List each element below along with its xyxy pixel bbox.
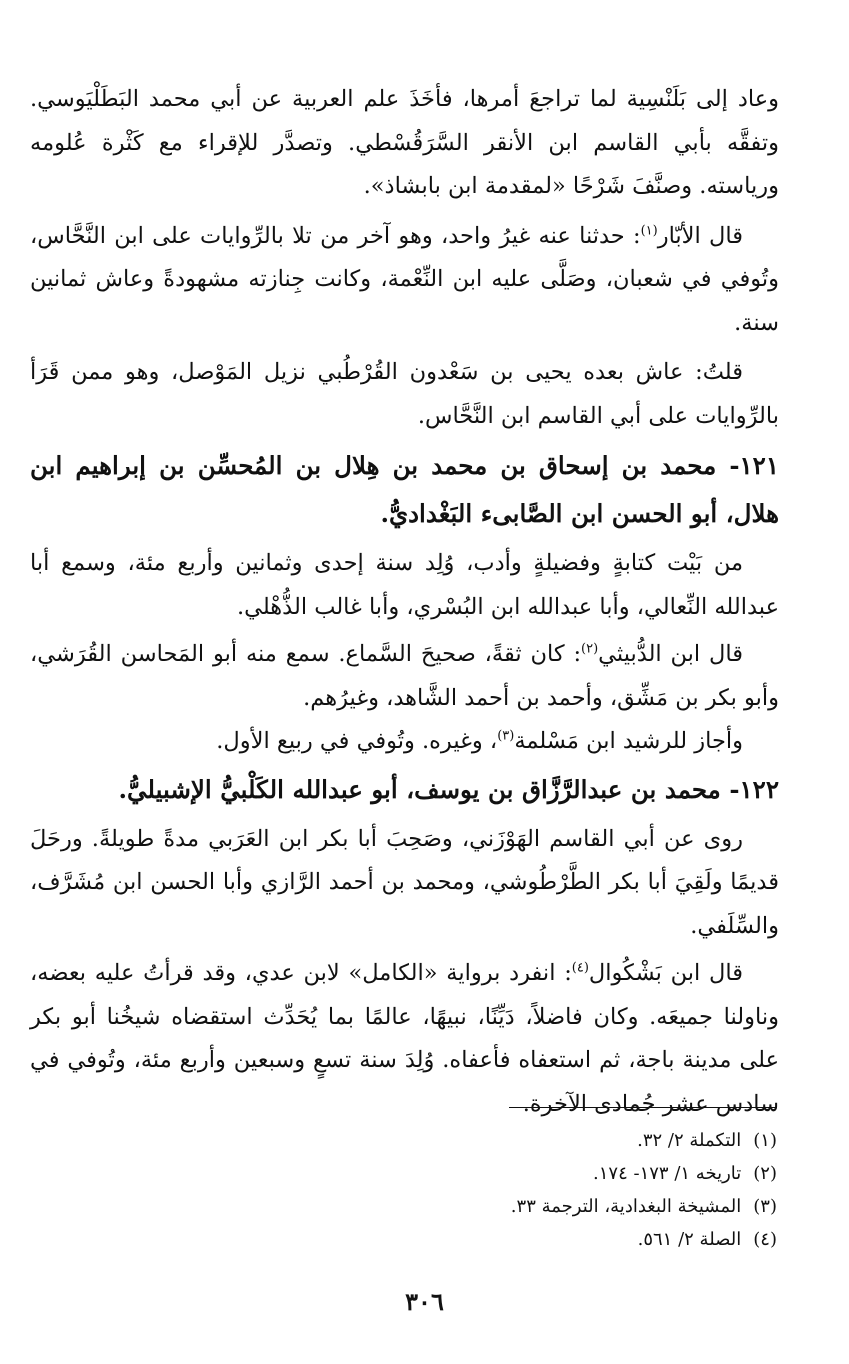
- page-body: [30, 78, 779, 1126]
- footnote-ref-4: (٤): [571, 960, 589, 976]
- footnote-text: تاريخه ١/ ١٧٣- ١٧٤.: [593, 1163, 742, 1184]
- paragraph-5: [30, 633, 779, 720]
- footnote-ref-3: (٣): [497, 728, 515, 744]
- page-number: ٣٠٦: [405, 1287, 444, 1316]
- paragraph-5-text: : كان ثقةً، صحيحَ السَّماع. سمع منه أبو المَحاسن القُرَشي، وأبو بكر بن مَشِّق، وأحمد بن أحمد الشَّاهد، وغيرُهم.: [30, 641, 779, 711]
- paragraph-8-lead: قال ابن بَشْكُوال: [588, 960, 743, 986]
- paragraph-4: من بَيْت كتابةٍ وفضيلةٍ وأدب، وُلِد سنة إحدى وثمانين وأربع مئة، وسمع أبا عبدالله النِّعالي، وأبا عبدالله ابن البُسْري، وأبا غالب الذُّهْلي.: [30, 550, 779, 620]
- footnotes: [120, 1124, 777, 1256]
- footnote-number: (٤): [753, 1229, 777, 1250]
- footnote-number: (٣): [753, 1196, 777, 1217]
- footnote-ref-2: (٢): [581, 641, 599, 657]
- paragraph-1: وعاد إلى بَلَنْسِية لما تراجعَ أمرها، فأخَذَ علم العربية عن أبي محمد البَطَلْيَوسي. وتفقَّه بأبي القاسم ابن الأنقر السَّرَقُسْطي. وتصدَّر للإقراء مع كَثْرة عُلومه ورياسته. وصنَّفَ شَرْحًا «لمقدمة ابن بابشاذ».: [30, 86, 779, 199]
- entry-122-heading: ١٢٢- محمد بن عبدالرَّزَّاق بن يوسف، أبو عبدالله الكَلْبيُّ الإشبيليُّ.: [118, 774, 779, 804]
- paragraph-8-text: : انفرد برواية «الكامل» لابن عدي، وقد قرأتُ عليه بعضه، وناولنا جميعَه. وكان فاضلاً، دَيِّنًا، نبيهًا، عالمًا بما يُحَدِّث استقضاه شيخُنا أبو بكر على مدينة باجة، ثم استعفاه فأعفاه. وُلِدَ سنة تسعٍ وسبعين وأربع مئة، وتُوفي في سادس عشر جُمادى الآخرة.: [30, 960, 779, 1117]
- paragraph-8: [30, 952, 779, 1126]
- footnote-item: [120, 1223, 777, 1256]
- footnote-number: (٢): [753, 1163, 777, 1184]
- paragraph-6-text: ، وغيره. وتُوفي في ربيع الأول.: [216, 728, 498, 754]
- footnote-item: [120, 1157, 777, 1190]
- paragraph-7: روى عن أبي القاسم الهَوْزَني، وصَحِبَ أبا بكر ابن العَرَبي مدةً طويلةً. ورحَلَ قديمًا ولَقِيَ أبا بكر الطَّرْطُوشي، ومحمد بن أحمد الرَّازي وأبا الحسن ابن مُشَرَّف، والسِّلَفي.: [30, 825, 779, 939]
- paragraph-3: قلتُ: عاش بعده يحيى بن سَعْدون القُرْطُبي نزيل المَوْصل، وهو ممن قَرَأ بالرِّوايات على أبي القاسم ابن النَّحَّاس.: [30, 359, 779, 429]
- paragraph-2-lead: قال الأبّار: [657, 222, 743, 249]
- footnote-number: (١): [753, 1130, 777, 1151]
- footnote-text: الصلة ٢/ ٥٦١.: [637, 1229, 742, 1250]
- entry-121-heading: ١٢١- محمد بن إسحاق بن محمد بن هِلال بن المُحسِّن بن إبراهيم ابن هلال، أبو الحسن ابن الصَّابىء البَغْداديُّ.: [30, 451, 779, 528]
- footnote-item: [120, 1124, 777, 1157]
- footnote-divider: [509, 1107, 777, 1108]
- paragraph-6-lead: وأجاز للرشيد ابن مَسْلمة: [514, 728, 743, 754]
- paragraph-2-text: : حدثنا عنه غيرُ واحد، وهو آخر من تلا بالرِّوايات على ابن النَّحَّاس، وتُوفي في شعبان، وصَلَّى عليه ابن النِّعْمة، وكانت جِنازته مشهودةً وعاش ثمانين سنة.: [30, 222, 779, 336]
- footnote-text: المشيخة البغدادية، الترجمة ٣٣.: [510, 1196, 742, 1217]
- paragraph-6: [30, 720, 779, 764]
- paragraph-2: [30, 215, 779, 346]
- paragraph-5-lead: قال ابن الدُّبيثي: [598, 641, 743, 667]
- footnote-text: التكملة ٢/ ٣٢.: [637, 1130, 742, 1151]
- footnote-ref-1: (١): [640, 223, 658, 238]
- footnote-item: [120, 1190, 777, 1223]
